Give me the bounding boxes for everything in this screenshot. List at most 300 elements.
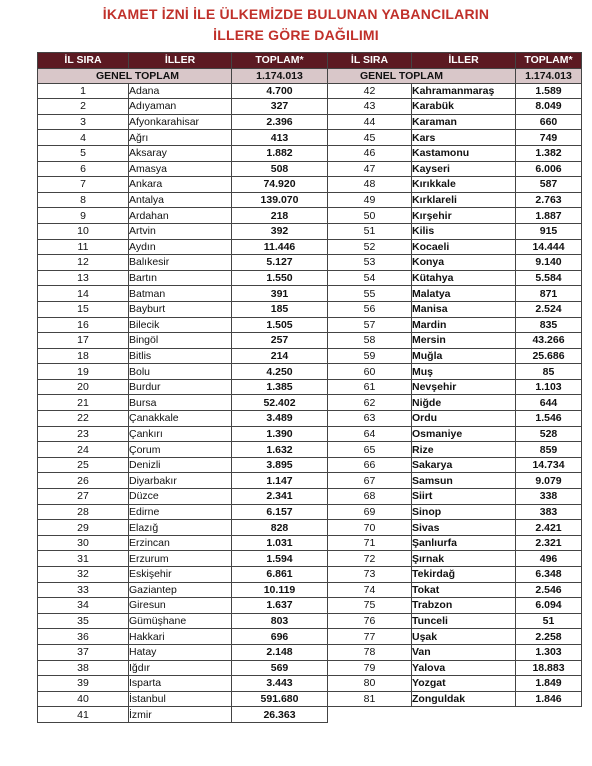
province-cell: Kırklareli (412, 192, 516, 208)
province-cell: Ağrı (129, 130, 232, 146)
total-cell: 915 (516, 223, 582, 239)
provinces-table (37, 52, 582, 723)
table-row (38, 364, 582, 380)
total-cell: 1.147 (232, 473, 328, 489)
province-cell: Afyonkarahisar (129, 114, 232, 130)
total-cell: 1.637 (232, 598, 328, 614)
province-cell: Çankırı (129, 426, 232, 442)
total-cell: 644 (516, 395, 582, 411)
rank-cell: 72 (328, 551, 412, 567)
total-cell: 1.846 (516, 691, 582, 707)
total-cell: 11.446 (232, 239, 328, 255)
rank-cell: 15 (38, 301, 129, 317)
rank-cell: 41 (38, 707, 129, 723)
rank-cell: 43 (328, 99, 412, 115)
total-cell: 413 (232, 130, 328, 146)
province-cell: Malatya (412, 286, 516, 302)
total-cell: 3.895 (232, 457, 328, 473)
rank-cell: 24 (38, 442, 129, 458)
total-cell: 2.396 (232, 114, 328, 130)
province-cell: Edirne (129, 504, 232, 520)
table-row (38, 551, 582, 567)
total-cell: 18.883 (516, 660, 582, 676)
total-cell: 591.680 (232, 691, 328, 707)
rank-cell: 36 (38, 629, 129, 645)
total-cell: 14.734 (516, 457, 582, 473)
rank-cell: 81 (328, 691, 412, 707)
province-cell: Bartın (129, 270, 232, 286)
province-cell: Kilis (412, 223, 516, 239)
table-row (38, 473, 582, 489)
province-cell: Kastamonu (412, 145, 516, 161)
province-cell: Niğde (412, 395, 516, 411)
table-row (38, 301, 582, 317)
province-cell: Gümüşhane (129, 613, 232, 629)
total-cell: 871 (516, 286, 582, 302)
total-cell: 1.589 (516, 83, 582, 99)
province-cell: Bilecik (129, 317, 232, 333)
total-cell: 6.157 (232, 504, 328, 520)
province-cell: Burdur (129, 379, 232, 395)
table-row (38, 644, 582, 660)
total-cell: 6.861 (232, 567, 328, 583)
total-cell: 257 (232, 333, 328, 349)
rank-cell: 79 (328, 660, 412, 676)
total-cell: 1.849 (516, 676, 582, 692)
total-cell: 6.006 (516, 161, 582, 177)
table-row (38, 317, 582, 333)
total-cell: 1.390 (232, 426, 328, 442)
province-cell: Kars (412, 130, 516, 146)
table-row (38, 208, 582, 224)
province-cell: Çanakkale (129, 411, 232, 427)
total-cell: 859 (516, 442, 582, 458)
total-cell: 391 (232, 286, 328, 302)
rank-cell: 29 (38, 520, 129, 536)
province-cell: Düzce (129, 489, 232, 505)
total-cell: 4.250 (232, 364, 328, 380)
document-title (0, 4, 592, 46)
total-cell: 392 (232, 223, 328, 239)
province-cell: İzmir (129, 707, 232, 723)
province-cell: Tunceli (412, 613, 516, 629)
rank-cell: 67 (328, 473, 412, 489)
rank-cell: 53 (328, 255, 412, 271)
total-cell: 10.119 (232, 582, 328, 598)
table-row (38, 442, 582, 458)
table-row (38, 379, 582, 395)
rank-cell: 65 (328, 442, 412, 458)
province-cell: Elazığ (129, 520, 232, 536)
total-cell: 2.258 (516, 629, 582, 645)
table-row (38, 691, 582, 707)
province-cell: Kocaeli (412, 239, 516, 255)
province-cell: Konya (412, 255, 516, 271)
province-cell: Siirt (412, 489, 516, 505)
rank-cell: 61 (328, 379, 412, 395)
rank-cell: 42 (328, 83, 412, 99)
rank-cell: 44 (328, 114, 412, 130)
province-cell: Kahramanmaraş (412, 83, 516, 99)
province-cell: Nevşehir (412, 379, 516, 395)
province-cell: Tekirdağ (412, 567, 516, 583)
total-cell (516, 707, 582, 723)
table-row (38, 676, 582, 692)
province-cell: Bolu (129, 364, 232, 380)
total-cell: 74.920 (232, 177, 328, 193)
rank-cell: 8 (38, 192, 129, 208)
grand-total-value-left: 1.174.013 (232, 68, 328, 83)
rank-cell: 62 (328, 395, 412, 411)
province-cell: Sakarya (412, 457, 516, 473)
total-cell: 6.348 (516, 567, 582, 583)
total-cell: 3.489 (232, 411, 328, 427)
table-row (38, 629, 582, 645)
rank-cell: 60 (328, 364, 412, 380)
table-row (38, 333, 582, 349)
province-cell: Kırıkkale (412, 177, 516, 193)
table-row (38, 114, 582, 130)
rank-cell: 54 (328, 270, 412, 286)
total-cell: 828 (232, 520, 328, 536)
rank-cell: 30 (38, 535, 129, 551)
rank-cell: 26 (38, 473, 129, 489)
table-row (38, 177, 582, 193)
table-row (38, 598, 582, 614)
rank-cell: 73 (328, 567, 412, 583)
grand-total-label-left: GENEL TOPLAM (38, 68, 232, 83)
total-cell: 43.266 (516, 333, 582, 349)
total-cell: 4.700 (232, 83, 328, 99)
total-cell: 6.094 (516, 598, 582, 614)
rank-cell: 10 (38, 223, 129, 239)
rank-cell: 59 (328, 348, 412, 364)
rank-cell: 20 (38, 379, 129, 395)
province-cell: Tokat (412, 582, 516, 598)
table-row (38, 192, 582, 208)
province-cell: Kütahya (412, 270, 516, 286)
rank-cell: 13 (38, 270, 129, 286)
total-cell: 696 (232, 629, 328, 645)
rank-cell: 70 (328, 520, 412, 536)
rank-cell: 34 (38, 598, 129, 614)
table-row (38, 707, 582, 723)
total-cell: 8.049 (516, 99, 582, 115)
rank-cell: 57 (328, 317, 412, 333)
province-cell: Ordu (412, 411, 516, 427)
rank-cell: 7 (38, 177, 129, 193)
rank-cell: 12 (38, 255, 129, 271)
rank-cell: 31 (38, 551, 129, 567)
province-cell: Iğdır (129, 660, 232, 676)
province-cell: Eskişehir (129, 567, 232, 583)
total-cell: 1.505 (232, 317, 328, 333)
table-row (38, 223, 582, 239)
rank-cell: 27 (38, 489, 129, 505)
province-cell: Zonguldak (412, 691, 516, 707)
province-cell: Samsun (412, 473, 516, 489)
rank-cell: 80 (328, 676, 412, 692)
total-cell: 2.524 (516, 301, 582, 317)
province-cell: Giresun (129, 598, 232, 614)
total-cell: 9.079 (516, 473, 582, 489)
table-row (38, 489, 582, 505)
rank-cell: 71 (328, 535, 412, 551)
title-line-2: İLLERE GÖRE DAĞILIMI (213, 27, 379, 43)
rank-cell: 55 (328, 286, 412, 302)
province-cell: Batman (129, 286, 232, 302)
rank-cell: 76 (328, 613, 412, 629)
province-cell: İstanbul (129, 691, 232, 707)
rank-cell: 45 (328, 130, 412, 146)
province-cell: Karabük (412, 99, 516, 115)
table-row (38, 411, 582, 427)
total-cell: 660 (516, 114, 582, 130)
rank-cell: 48 (328, 177, 412, 193)
total-cell: 214 (232, 348, 328, 364)
rank-cell: 64 (328, 426, 412, 442)
province-cell: Van (412, 644, 516, 660)
total-cell: 5.584 (516, 270, 582, 286)
total-cell: 528 (516, 426, 582, 442)
total-cell: 14.444 (516, 239, 582, 255)
province-cell: Rize (412, 442, 516, 458)
rank-cell: 16 (38, 317, 129, 333)
total-cell: 1.887 (516, 208, 582, 224)
title-line-1: İKAMET İZNİ İLE ÜLKEMİZDE BULUNAN YABANCILARIN (102, 6, 490, 22)
table-row (38, 520, 582, 536)
header-total-left: TOPLAM* (232, 53, 328, 69)
rank-cell: 4 (38, 130, 129, 146)
rank-cell: 40 (38, 691, 129, 707)
rank-cell: 23 (38, 426, 129, 442)
province-cell: Manisa (412, 301, 516, 317)
total-cell: 496 (516, 551, 582, 567)
total-cell: 835 (516, 317, 582, 333)
total-cell: 1.031 (232, 535, 328, 551)
total-cell: 587 (516, 177, 582, 193)
province-cell: Sivas (412, 520, 516, 536)
rank-cell: 50 (328, 208, 412, 224)
rank-cell: 33 (38, 582, 129, 598)
header-total-right: TOPLAM* (516, 53, 582, 69)
total-cell: 218 (232, 208, 328, 224)
province-cell: Bitlis (129, 348, 232, 364)
table-header-row (38, 53, 582, 69)
total-cell: 1.882 (232, 145, 328, 161)
province-cell: Karaman (412, 114, 516, 130)
table-row (38, 660, 582, 676)
total-cell: 1.550 (232, 270, 328, 286)
table-row (38, 504, 582, 520)
table-row (38, 535, 582, 551)
rank-cell: 22 (38, 411, 129, 427)
rank-cell: 14 (38, 286, 129, 302)
province-cell: Bingöl (129, 333, 232, 349)
table-row (38, 270, 582, 286)
total-cell: 508 (232, 161, 328, 177)
province-cell: Denizli (129, 457, 232, 473)
total-cell: 139.070 (232, 192, 328, 208)
total-cell: 569 (232, 660, 328, 676)
grand-total-value-right: 1.174.013 (516, 68, 582, 83)
total-cell: 1.382 (516, 145, 582, 161)
rank-cell: 68 (328, 489, 412, 505)
table-row (38, 426, 582, 442)
total-cell: 2.321 (516, 535, 582, 551)
province-cell: Diyarbakır (129, 473, 232, 489)
province-cell: Adana (129, 83, 232, 99)
table-row (38, 255, 582, 271)
rank-cell: 3 (38, 114, 129, 130)
rank-cell: 78 (328, 644, 412, 660)
table-row (38, 286, 582, 302)
table-row (38, 83, 582, 99)
rank-cell: 6 (38, 161, 129, 177)
total-cell: 2.763 (516, 192, 582, 208)
rank-cell: 77 (328, 629, 412, 645)
total-cell: 1.303 (516, 644, 582, 660)
rank-cell: 56 (328, 301, 412, 317)
province-cell: Çorum (129, 442, 232, 458)
total-cell: 1.594 (232, 551, 328, 567)
table-row (38, 239, 582, 255)
province-cell: Yozgat (412, 676, 516, 692)
total-cell: 52.402 (232, 395, 328, 411)
rank-cell: 58 (328, 333, 412, 349)
province-cell: Uşak (412, 629, 516, 645)
total-cell: 51 (516, 613, 582, 629)
province-cell: Gaziantep (129, 582, 232, 598)
province-cell: Ankara (129, 177, 232, 193)
rank-cell: 32 (38, 567, 129, 583)
total-cell: 2.341 (232, 489, 328, 505)
total-cell: 9.140 (516, 255, 582, 271)
province-cell: Hatay (129, 644, 232, 660)
rank-cell: 52 (328, 239, 412, 255)
rank-cell: 21 (38, 395, 129, 411)
total-cell: 1.632 (232, 442, 328, 458)
rank-cell (328, 707, 412, 723)
table-row (38, 99, 582, 115)
province-cell: Erzincan (129, 535, 232, 551)
header-province-left: İLLER (129, 53, 232, 69)
rank-cell: 46 (328, 145, 412, 161)
total-cell: 749 (516, 130, 582, 146)
province-cell: Muş (412, 364, 516, 380)
header-rank-right: İL SIRA (328, 53, 412, 69)
province-cell: Antalya (129, 192, 232, 208)
province-cell: Kırşehir (412, 208, 516, 224)
table-row (38, 145, 582, 161)
rank-cell: 9 (38, 208, 129, 224)
province-cell: Şırnak (412, 551, 516, 567)
rank-cell: 2 (38, 99, 129, 115)
province-cell: Artvin (129, 223, 232, 239)
province-cell: Mersin (412, 333, 516, 349)
rank-cell: 11 (38, 239, 129, 255)
grand-total-row (38, 68, 582, 83)
total-cell: 85 (516, 364, 582, 380)
province-cell: Adıyaman (129, 99, 232, 115)
rank-cell: 25 (38, 457, 129, 473)
province-cell: Erzurum (129, 551, 232, 567)
province-cell: Aydın (129, 239, 232, 255)
rank-cell: 18 (38, 348, 129, 364)
rank-cell: 47 (328, 161, 412, 177)
rank-cell: 63 (328, 411, 412, 427)
province-cell: Sinop (412, 504, 516, 520)
rank-cell: 37 (38, 644, 129, 660)
rank-cell: 69 (328, 504, 412, 520)
rank-cell: 74 (328, 582, 412, 598)
province-cell: Osmaniye (412, 426, 516, 442)
table-row (38, 613, 582, 629)
rank-cell: 66 (328, 457, 412, 473)
rank-cell: 51 (328, 223, 412, 239)
total-cell: 338 (516, 489, 582, 505)
table-row (38, 567, 582, 583)
table-row (38, 161, 582, 177)
province-cell: Aksaray (129, 145, 232, 161)
province-cell: Ardahan (129, 208, 232, 224)
total-cell: 3.443 (232, 676, 328, 692)
table-row (38, 457, 582, 473)
table-row (38, 348, 582, 364)
table-row (38, 130, 582, 146)
total-cell: 327 (232, 99, 328, 115)
header-rank-left: İL SIRA (38, 53, 129, 69)
table-row (38, 582, 582, 598)
province-cell (412, 707, 516, 723)
province-cell: Kayseri (412, 161, 516, 177)
province-cell: Mardin (412, 317, 516, 333)
header-province-right: İLLER (412, 53, 516, 69)
total-cell: 1.385 (232, 379, 328, 395)
total-cell: 1.546 (516, 411, 582, 427)
total-cell: 185 (232, 301, 328, 317)
province-cell: Hakkari (129, 629, 232, 645)
province-cell: Yalova (412, 660, 516, 676)
table-row (38, 395, 582, 411)
rank-cell: 39 (38, 676, 129, 692)
rank-cell: 75 (328, 598, 412, 614)
rank-cell: 28 (38, 504, 129, 520)
grand-total-label-right: GENEL TOPLAM (328, 68, 516, 83)
province-cell: Bayburt (129, 301, 232, 317)
province-cell: Balıkesir (129, 255, 232, 271)
rank-cell: 38 (38, 660, 129, 676)
province-cell: Trabzon (412, 598, 516, 614)
total-cell: 1.103 (516, 379, 582, 395)
total-cell: 2.546 (516, 582, 582, 598)
rank-cell: 35 (38, 613, 129, 629)
total-cell: 26.363 (232, 707, 328, 723)
total-cell: 5.127 (232, 255, 328, 271)
rank-cell: 5 (38, 145, 129, 161)
province-cell: Muğla (412, 348, 516, 364)
province-cell: Amasya (129, 161, 232, 177)
province-cell: Isparta (129, 676, 232, 692)
total-cell: 2.148 (232, 644, 328, 660)
rank-cell: 17 (38, 333, 129, 349)
rank-cell: 1 (38, 83, 129, 99)
rank-cell: 49 (328, 192, 412, 208)
total-cell: 2.421 (516, 520, 582, 536)
province-cell: Bursa (129, 395, 232, 411)
total-cell: 383 (516, 504, 582, 520)
total-cell: 25.686 (516, 348, 582, 364)
